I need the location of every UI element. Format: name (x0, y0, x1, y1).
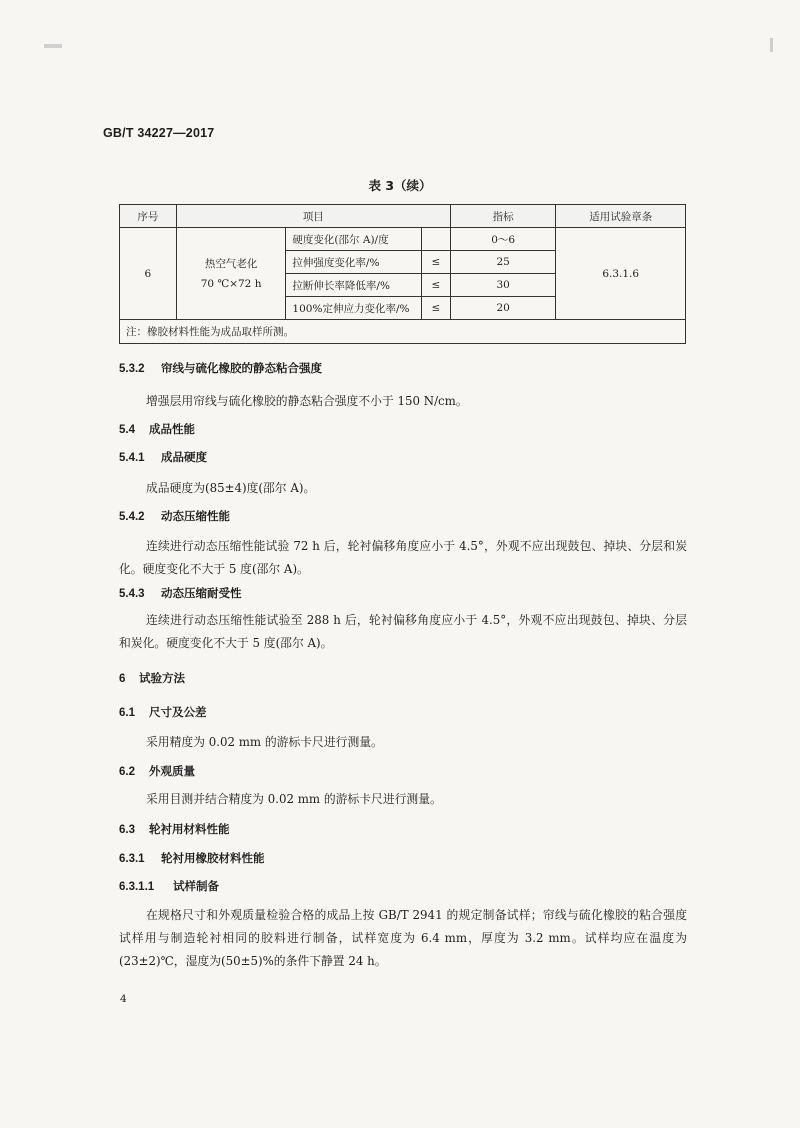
scan-mark (770, 38, 773, 52)
section-heading (119, 421, 195, 437)
table-row (120, 228, 686, 251)
section-title: 试样制备 (173, 879, 219, 893)
table-caption: 表 3（续） (368, 178, 432, 193)
col-index-header: 指标 (450, 205, 556, 228)
section-heading (119, 360, 322, 376)
section-number: 6.1 (119, 707, 135, 719)
section-title: 尺寸及公差 (149, 705, 207, 719)
section-title: 轮衬用橡胶材料性能 (161, 851, 265, 865)
page-number: 4 (120, 993, 127, 1005)
section-number: 5.3.2 (119, 363, 145, 375)
section-number: 6.3.1.1 (119, 881, 155, 893)
spec-table (119, 204, 686, 344)
symbol-cell: ≤ (421, 251, 450, 274)
value-cell: 30 (450, 274, 556, 297)
section-heading (119, 508, 230, 524)
value-cell: 0～6 (450, 228, 556, 251)
value-cell: 20 (450, 297, 556, 320)
condition-line: 热空气老化 (204, 257, 258, 270)
section-number: 5.4.2 (119, 511, 145, 523)
value-cell: 25 (450, 251, 556, 274)
item-cell: 拉伸强度变化率/% (286, 251, 422, 274)
section-title: 动态压缩耐受性 (161, 586, 242, 600)
col-item-header: 项目 (176, 205, 450, 228)
paragraph: 连续进行动态压缩性能试验 72 h 后，轮衬偏移角度应小于 4.5°，外观不应出现鼓包、掉块、分层和炭化。硬度变化不大于 5 度(邵尔 A)。 (119, 539, 687, 576)
col-clause-header: 适用试验章条 (556, 205, 686, 228)
paragraph: 连续进行动态压缩性能试验至 288 h 后，轮衬偏移角度应小于 4.5°，外观不应出现鼓包、掉块、分层和炭化。硬度变化不大于 5 度(邵尔 A)。 (119, 613, 687, 650)
symbol-cell (421, 228, 450, 251)
paragraph: 增强层用帘线与硫化橡胶的静态粘合强度不小于 150 N/cm。 (146, 394, 468, 408)
table-note-row (120, 320, 686, 344)
item-cell: 100%定伸应力变化率/% (286, 297, 422, 320)
table-header-row (120, 205, 686, 228)
section-heading (119, 763, 195, 779)
item-cell: 拉断伸长率降低率/% (286, 274, 422, 297)
section-title: 成品硬度 (161, 450, 207, 464)
section-number: 6 (119, 673, 126, 685)
seq-cell: 6 (120, 228, 177, 320)
condition-cell (176, 228, 286, 320)
section-number: 6.3 (119, 824, 135, 836)
section-number: 5.4.3 (119, 588, 145, 600)
section-title: 外观质量 (149, 764, 195, 778)
section-heading (119, 670, 185, 686)
col-seq-header: 序号 (120, 205, 177, 228)
section-title: 轮衬用材料性能 (149, 822, 230, 836)
section-heading (119, 704, 207, 720)
section-heading (119, 585, 242, 601)
section-title: 帘线与硫化橡胶的静态粘合强度 (161, 361, 322, 375)
section-heading (119, 449, 207, 465)
section-title: 动态压缩性能 (161, 509, 230, 523)
paragraph: 成品硬度为(85±4)度(邵尔 A)。 (146, 481, 316, 495)
symbol-cell: ≤ (421, 297, 450, 320)
section-heading (119, 821, 230, 837)
scan-mark (44, 44, 62, 48)
paragraph: 在规格尺寸和外观质量检验合格的成品上按 GB/T 2941 的规定制备试样；帘线与硫化橡胶的粘合强度试样用与制造轮衬相同的胶料进行制备，试样宽度为 6.4 mm，厚度为 3.2 mm。试样均应在温度为(23±2)℃，湿度为(50±5)%的条件下静置 24 h。 (119, 908, 687, 968)
section-heading (119, 878, 219, 894)
standard-number: GB/T 34227—2017 (103, 126, 215, 140)
paragraph: 采用目测并结合精度为 0.02 mm 的游标卡尺进行测量。 (146, 792, 442, 806)
clause-cell: 6.3.1.6 (556, 228, 686, 320)
section-number: 6.2 (119, 766, 135, 778)
condition-line: 70 ℃×72 h (200, 277, 262, 290)
section-number: 6.3.1 (119, 853, 145, 865)
section-number: 5.4.1 (119, 452, 145, 464)
table-note: 注：橡胶材料性能为成品取样所测。 (120, 320, 686, 344)
symbol-cell: ≤ (421, 274, 450, 297)
section-title: 成品性能 (149, 422, 195, 436)
item-cell: 硬度变化(邵尔 A)/度 (286, 228, 422, 251)
section-number: 5.4 (119, 424, 135, 436)
section-heading (119, 850, 265, 866)
section-title: 试验方法 (139, 671, 185, 685)
paragraph: 采用精度为 0.02 mm 的游标卡尺进行测量。 (146, 735, 383, 749)
